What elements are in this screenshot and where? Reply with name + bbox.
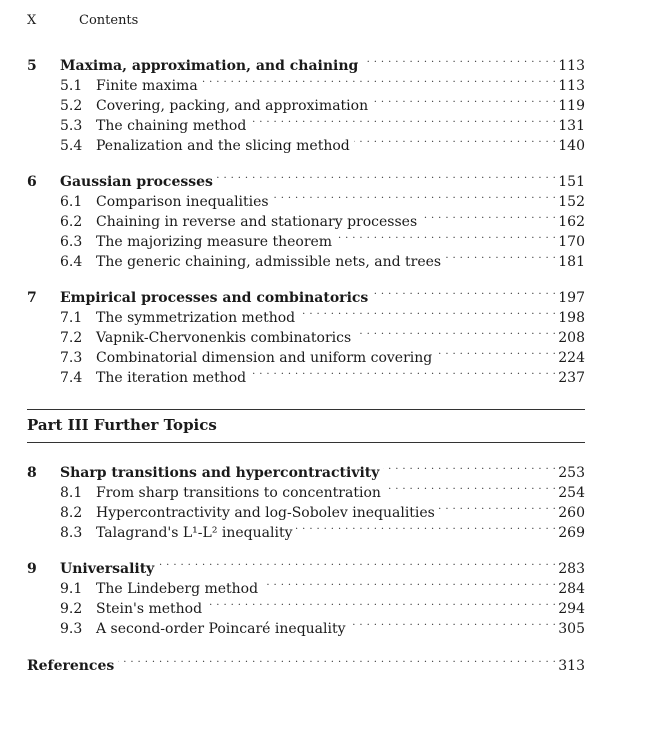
dot-leader	[118, 650, 556, 670]
section-number: 5.2	[60, 98, 83, 114]
section-title: The majorizing measure theorem	[96, 234, 333, 250]
section-number: 9.3	[60, 621, 83, 637]
references-title: References	[27, 658, 115, 674]
chapter-title: Empirical processes and combinatorics	[60, 290, 369, 306]
chapter-page: 283	[558, 561, 585, 577]
section-page: 237	[558, 370, 585, 386]
section-page: 152	[558, 194, 585, 210]
section-number: 8.3	[60, 525, 83, 541]
references	[27, 650, 585, 674]
dot-leader	[445, 246, 556, 266]
section-title: Vapnik-Chervonenkis combinatorics	[96, 330, 352, 346]
chapter-number: 9	[27, 561, 37, 577]
chapter-number: 6	[27, 174, 37, 190]
section-page: 224	[558, 350, 585, 366]
chapter-entry[interactable]	[27, 50, 585, 74]
section-title: Combinatorial dimension and uniform covering	[96, 350, 433, 366]
dot-leader	[273, 186, 557, 206]
section-number: 7.3	[60, 350, 83, 366]
dot-leader	[158, 553, 556, 573]
dot-leader	[350, 613, 557, 633]
dot-leader	[385, 477, 556, 497]
references-entry[interactable]	[27, 650, 585, 674]
section-number: 6.4	[60, 254, 83, 270]
dot-leader	[354, 130, 557, 150]
chapter-page: 253	[558, 465, 585, 481]
dot-leader	[421, 206, 556, 226]
page-title: Contents	[79, 13, 139, 28]
section-number: 8.2	[60, 505, 83, 521]
part-title[interactable]: Part III Further Topics	[27, 416, 217, 434]
running-head	[27, 12, 585, 30]
section-number: 6.2	[60, 214, 83, 230]
section-page: 119	[558, 98, 585, 114]
chapter-page: 113	[558, 58, 585, 74]
page-number: X	[27, 13, 37, 28]
section-title: The Lindeberg method	[96, 581, 259, 597]
section-number: 9.1	[60, 581, 83, 597]
section-page: 305	[558, 621, 585, 637]
section-title: The symmetrization method	[96, 310, 296, 326]
chapter-number: 8	[27, 465, 37, 481]
section-title: The chaining method	[96, 118, 247, 134]
section-title: Finite maxima	[96, 78, 198, 94]
chapter-title: Sharp transitions and hypercontractivity	[60, 465, 380, 481]
section-page: 284	[558, 581, 585, 597]
dot-leader	[372, 282, 556, 302]
section-page: 260	[558, 505, 585, 521]
section-page: 131	[558, 118, 585, 134]
section-title: The generic chaining, admissible nets, and trees	[96, 254, 442, 270]
dot-leader	[202, 70, 557, 90]
chapter-5	[27, 50, 585, 154]
section-page: 198	[558, 310, 585, 326]
chapter-entry[interactable]	[27, 166, 585, 190]
chapter-7	[27, 282, 585, 386]
chapter-8	[27, 457, 585, 541]
chapter-entry[interactable]	[27, 282, 585, 306]
section-page: 208	[558, 330, 585, 346]
section-page: 162	[558, 214, 585, 230]
chapter-number: 7	[27, 290, 37, 306]
section-number: 5.3	[60, 118, 83, 134]
section-page: 294	[558, 601, 585, 617]
section-title: A second-order Poincaré inequality	[96, 621, 346, 637]
part-heading	[27, 409, 585, 443]
section-title: Comparison inequalities	[96, 194, 269, 210]
chapter-title: Universality	[60, 561, 155, 577]
chapter-title: Maxima, approximation, and chaining	[60, 58, 359, 74]
dot-leader	[439, 497, 556, 517]
section-title: Stein's method	[96, 601, 203, 617]
section-title: Covering, packing, and approximation	[96, 98, 369, 114]
section-number: 5.4	[60, 138, 83, 154]
dot-leader	[296, 517, 556, 537]
dot-leader	[299, 302, 556, 322]
chapter-number: 5	[27, 58, 37, 74]
references-page: 313	[558, 658, 585, 674]
section-number: 7.2	[60, 330, 83, 346]
section-number: 5.1	[60, 78, 83, 94]
section-title: From sharp transitions to concentration	[96, 485, 381, 501]
section-number: 6.1	[60, 194, 83, 210]
section-title: Talagrand's L¹-L² inequality	[96, 525, 293, 541]
section-number: 7.4	[60, 370, 83, 386]
dot-leader	[436, 342, 556, 362]
section-number: 8.1	[60, 485, 83, 501]
chapter-6	[27, 166, 585, 270]
dot-leader	[250, 362, 556, 382]
section-page: 269	[558, 525, 585, 541]
dot-leader	[362, 50, 556, 70]
chapter-entry[interactable]	[27, 553, 585, 577]
dot-leader	[206, 593, 556, 613]
chapter-9	[27, 553, 585, 637]
dot-leader	[262, 573, 556, 593]
section-page: 181	[558, 254, 585, 270]
section-title: Chaining in reverse and stationary processes	[96, 214, 418, 230]
section-title: Hypercontractivity and log-Sobolev inequalities	[96, 505, 435, 521]
dot-leader	[383, 457, 556, 477]
section-title: Penalization and the slicing method	[96, 138, 350, 154]
section-number: 6.3	[60, 234, 83, 250]
dot-leader	[336, 226, 556, 246]
section-page: 170	[558, 234, 585, 250]
section-page: 113	[558, 78, 585, 94]
chapter-page: 151	[558, 174, 585, 190]
section-number: 7.1	[60, 310, 83, 326]
section-page: 254	[558, 485, 585, 501]
chapter-title: Gaussian processes	[60, 174, 213, 190]
dot-leader	[355, 322, 556, 342]
section-page: 140	[558, 138, 585, 154]
section-title: The iteration method	[96, 370, 247, 386]
chapter-entry[interactable]	[27, 457, 585, 481]
section-number: 9.2	[60, 601, 83, 617]
dot-leader	[217, 166, 556, 186]
chapter-page: 197	[558, 290, 585, 306]
dot-leader	[372, 90, 556, 110]
dot-leader	[250, 110, 556, 130]
